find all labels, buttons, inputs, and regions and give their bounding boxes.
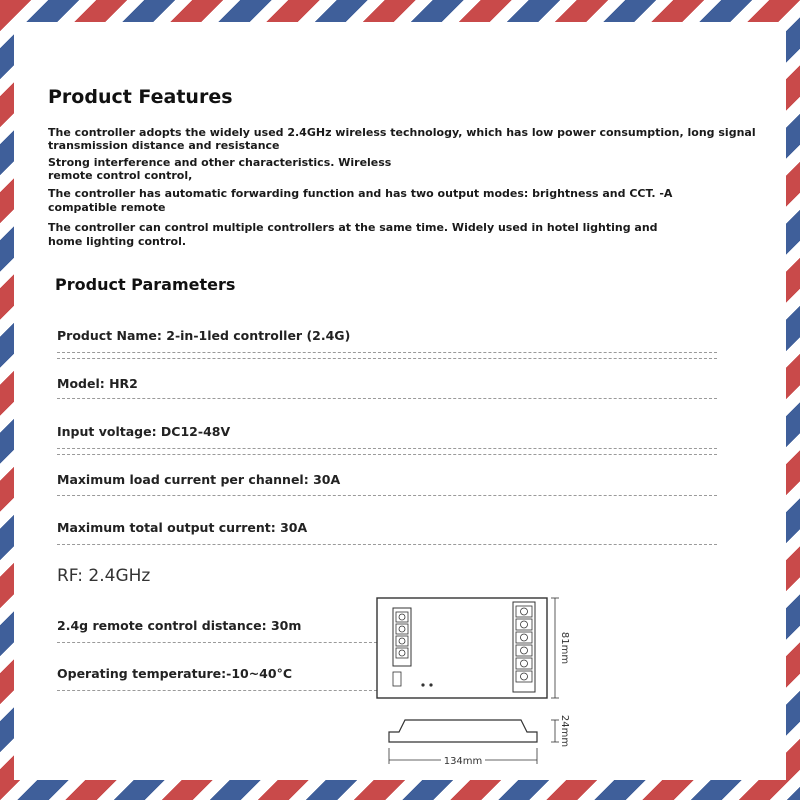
feature-line: Strong interference and other characteristics. Wireless	[48, 156, 392, 169]
param-load-current: Maximum load current per channel: 30A	[57, 472, 341, 487]
divider	[57, 642, 377, 643]
divider	[57, 448, 717, 449]
param-rf: RF: 2.4GHz	[57, 566, 151, 586]
controller-side-view	[389, 720, 537, 742]
param-model: Model: HR2	[57, 376, 138, 391]
divider	[57, 358, 717, 359]
divider	[57, 454, 717, 455]
features-heading: Product Features	[48, 86, 233, 108]
feature-line: transmission distance and resistance	[48, 139, 280, 152]
feature-line: compatible remote	[48, 201, 166, 214]
param-remote-distance: 2.4g remote control distance: 30m	[57, 618, 302, 633]
feature-line: The controller adopts the widely used 2.4GHz wireless technology, which has low power consumption, long signal	[48, 126, 756, 139]
feature-line: home lighting control.	[48, 235, 187, 248]
param-operating-temperature: Operating temperature:-10~40°C	[57, 666, 293, 681]
height-dimension-label: 81mm	[559, 631, 570, 665]
divider	[57, 352, 717, 353]
parameters-heading: Product Parameters	[55, 275, 236, 294]
param-input-voltage: Input voltage: DC12-48V	[57, 424, 231, 439]
feature-line: The controller can control multiple controllers at the same time. Widely used in hotel lighting and	[48, 221, 658, 234]
feature-line: remote control control,	[48, 169, 193, 182]
width-dimension-label: 134mm	[443, 756, 483, 767]
thickness-dimension-label: 24mm	[559, 714, 570, 748]
divider	[57, 544, 717, 545]
param-total-output: Maximum total output current: 30A	[57, 520, 308, 535]
divider	[57, 398, 717, 399]
divider	[57, 495, 717, 496]
feature-line: The controller has automatic forwarding function and has two output modes: brightness and CCT. -A	[48, 187, 673, 200]
param-product-name: Product Name: 2-in-1led controller (2.4G)	[57, 328, 351, 343]
content-card	[14, 22, 786, 780]
divider	[57, 690, 377, 691]
controller-dimension-diagram	[369, 592, 589, 772]
